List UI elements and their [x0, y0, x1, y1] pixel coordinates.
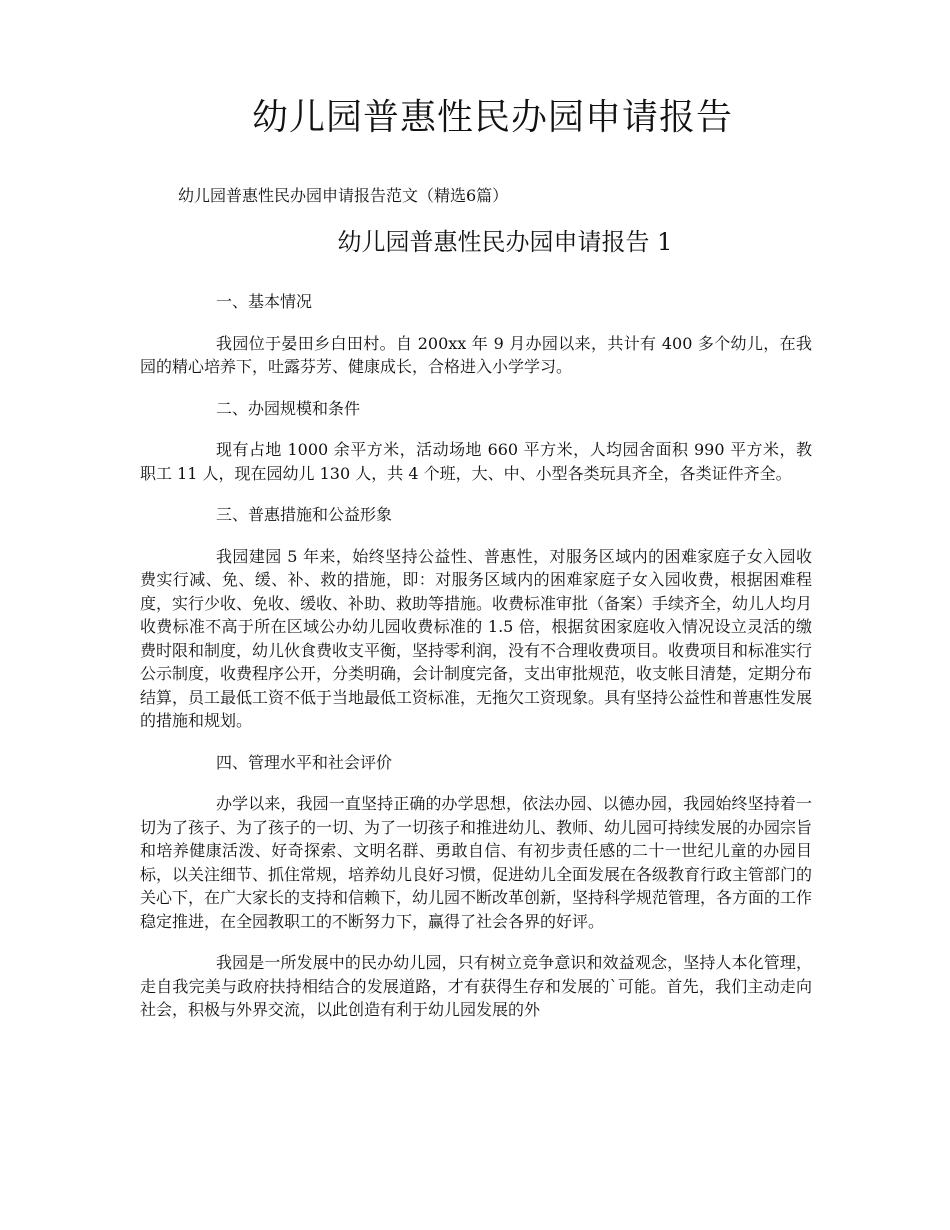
- document-title: 幼儿园普惠性民办园申请报告: [251, 97, 733, 138]
- document-body: [140, 290, 812, 1040]
- paragraph-development: 我园是一所发展中的民办幼儿园，只有树立竞争意识和效益观念，坚持人本化管理，走自我完美与政府扶持相结合的发展道路，才有获得生存和发展的`可能。首先，我们主动走向社会，积极与外界交流，以此创造有利于幼儿园发展的外: [140, 953, 812, 1019]
- paragraph-scale: 现有占地 1000 余平方米，活动场地 660 平方米，人均园舍面积 990 平方米，教职工 11 人，现在园幼儿 130 人，共 4 个班，大、中、小型各类玩具齐全，各类证件齐全。: [140, 440, 812, 483]
- section-heading-management: 四、管理水平和社会评价: [216, 752, 393, 772]
- paragraph-basic-info: 我园位于晏田乡白田村。自 200xx 年 9 月办园以来，共计有 400 多个幼儿，在我园的精心培养下，吐露芬芳、健康成长，合格进入小学学习。: [140, 333, 812, 376]
- document-subtitle: 幼儿园普惠性民办园申请报告范文（精选6篇）: [178, 186, 509, 205]
- section-heading-basic-info: 一、基本情况: [216, 292, 313, 311]
- paragraph-management: 办学以来，我园一直坚持正确的办学思想，依法办园、以德办园，我园始终坚持着一切为了孩子、为了孩子的一切、为了一切孩子和推进幼儿、教师、幼儿园可持续发展的办园宗旨和培养健康活泼、好奇探索、文明名群、勇敢自信、有初步责任感的二十一世纪儿童的办园目标，以关注细节、抓住常规，培养幼儿良好习惯，促进幼儿全面发展在各级教育行政主管部门的关心下，在广大家长的支持和信赖下，幼儿园不断改革创新，坚持科学规范管理，各方面的工作稳定推进，在全园教职工的不断努力下，赢得了社会各界的好评。: [140, 794, 813, 931]
- section-title: 幼儿园普惠性民办园申请报告 1: [337, 228, 673, 256]
- paragraph-inclusive-measures: 我园建园 5 年来，始终坚持公益性、普惠性，对服务区域内的困难家庭子女入园收费实行减、免、缓、补、救的措施，即：对服务区域内的困难家庭子女入园收费，根据困难程度，实行少收、免收、缓收、补助、救助等措施。收费标准审批（备案）手续齐全，幼儿人均月收费标准不高于所在区域公办幼儿园收费标准的 1.5 倍，根据贫困家庭收入情况设立灵活的缴费时限和制度，幼儿伙食费收支平衡，坚持零利润，没有不合理收费项目。收费项目和标准实行公示制度，收费程序公开，分类明确，会计制度完备，支出审批规范，收支帐目清楚，定期分布结算，员工最低工资不低于当地最低工资标准，无拖欠工资现象。具有坚持公益性和普惠性发展的措施和规划。: [140, 546, 813, 730]
- section-heading-inclusive-measures: 三、普惠措施和公益形象: [216, 505, 393, 524]
- section-heading-scale: 二、办园规模和条件: [216, 398, 361, 418]
